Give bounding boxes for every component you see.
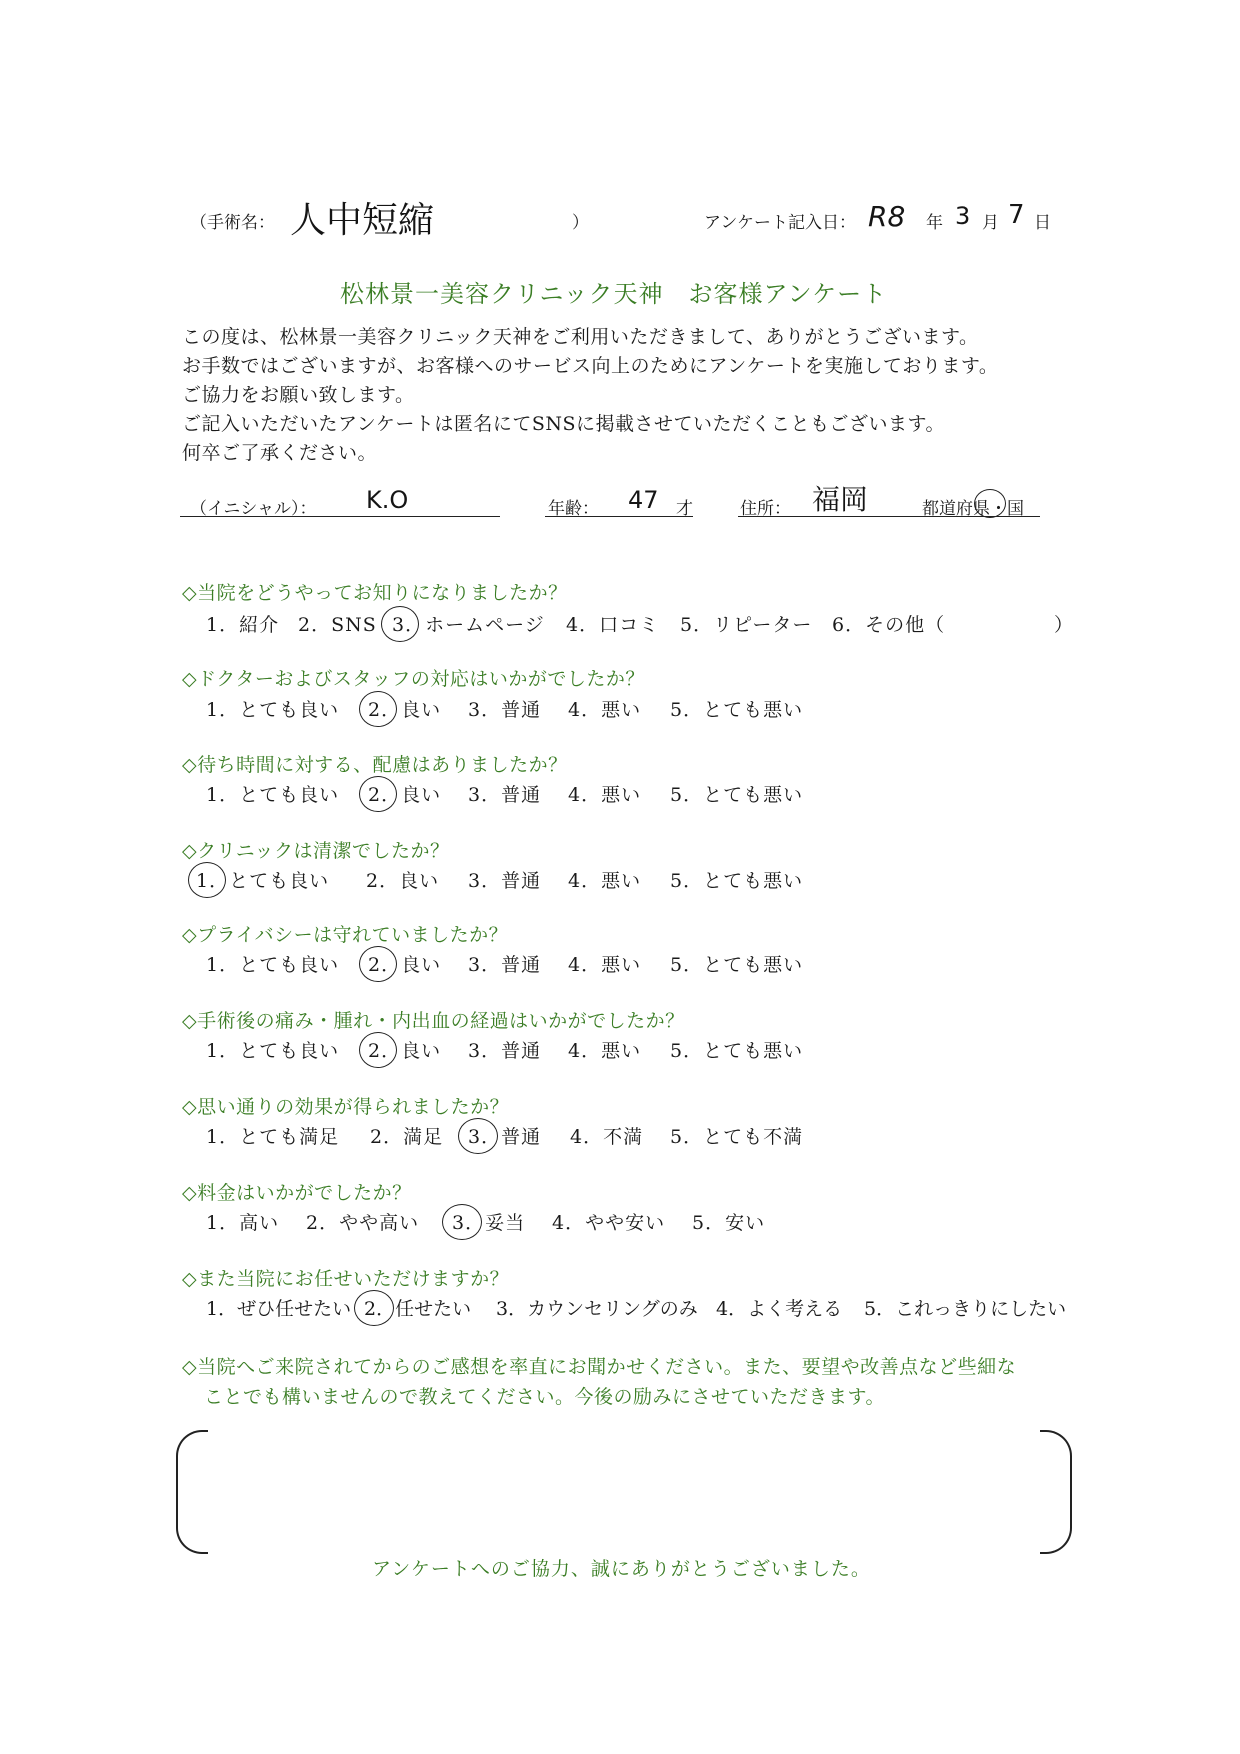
option-selected: 3．妥当 — [452, 1212, 526, 1234]
option: 4．やや安い — [552, 1212, 666, 1234]
option: 2．良い — [366, 870, 440, 892]
question-3: ◇待ち時間に対する、配慮はありましたか？ — [182, 754, 568, 776]
option: 4．悪い — [568, 699, 642, 721]
option: 1．とても良い — [206, 784, 340, 806]
option: 5．これっきりにしたい — [864, 1298, 1067, 1320]
option: ） — [1054, 614, 1075, 636]
answer-circle — [188, 862, 226, 898]
comment-prompt-line-2: ことでも構いませんので教えてください。今後の励みにさせていただきます。 — [204, 1386, 885, 1408]
option: 3．普通 — [468, 699, 542, 721]
address-label: 住所： — [740, 499, 791, 519]
option: 5．リピーター — [680, 614, 813, 636]
age-underline — [545, 516, 693, 517]
date-day: 7 — [1008, 200, 1025, 230]
procedure-close: ） — [572, 213, 589, 233]
option: 2．やや高い — [306, 1212, 420, 1234]
question-8: ◇料金はいかがでしたか？ — [182, 1182, 412, 1204]
option: 5．とても悪い — [670, 954, 804, 976]
address-suffix: 都道府県・国 — [922, 499, 1024, 519]
age-value: 47 — [628, 486, 659, 514]
option: 4．不満 — [570, 1126, 644, 1148]
comment-prompt-line-1: ◇当院へご来院されてからのご感想を率直にお聞かせください。また、要望や改善点など些細な — [182, 1356, 1017, 1378]
answer-circle — [381, 606, 419, 642]
option: 5．とても悪い — [670, 784, 804, 806]
option: 3．普通 — [468, 784, 542, 806]
option: 5．安い — [692, 1212, 766, 1234]
option: 4．悪い — [568, 870, 642, 892]
option: 1．ぜひ任せたい — [206, 1298, 352, 1320]
option: 1．とても良い — [206, 1040, 340, 1062]
option-selected: 2．任せたい — [364, 1298, 472, 1320]
comment-bracket-right — [1040, 1430, 1072, 1554]
initial-underline — [180, 516, 500, 517]
initial-label: （イニシャル）： — [190, 499, 317, 519]
age-unit: 才 — [676, 499, 693, 519]
option: 1．とても満足 — [206, 1126, 340, 1148]
answer-circle — [458, 1118, 498, 1154]
answer-circle — [354, 1290, 394, 1326]
date-label: アンケート記入日： — [704, 213, 856, 233]
option: 3．普通 — [468, 870, 542, 892]
question-5: ◇プライバシーは守れていましたか？ — [182, 924, 509, 946]
date-year-unit: 年 — [926, 213, 943, 233]
option-selected: 1．とても良い — [196, 870, 330, 892]
question-1: ◇当院をどうやってお知りになりましたか？ — [182, 582, 568, 604]
option: 1．紹介 — [206, 614, 280, 636]
option: 4．悪い — [568, 784, 642, 806]
option: 4．よく考える — [716, 1298, 843, 1320]
address-value: 福岡 — [812, 483, 869, 516]
question-9: ◇また当院にお任せいただけますか？ — [182, 1268, 510, 1290]
option-selected: 2．良い — [368, 954, 442, 976]
option: 5．とても悪い — [670, 870, 804, 892]
option: 2．SNS — [298, 614, 377, 636]
answer-circle — [359, 776, 397, 812]
option: 5．とても悪い — [670, 699, 804, 721]
comment-bracket-left — [176, 1430, 208, 1554]
age-label: 年齢： — [548, 499, 599, 519]
initial-value: K.O — [366, 486, 409, 514]
answer-circle — [359, 1032, 397, 1068]
prefecture-circle — [974, 489, 1006, 518]
answer-circle — [442, 1204, 482, 1240]
answer-circle — [359, 946, 397, 982]
question-4: ◇クリニックは清潔でしたか？ — [182, 840, 450, 862]
option: 2．満足 — [370, 1126, 444, 1148]
option: 3．普通 — [468, 1040, 542, 1062]
procedure-label: （手術名： — [190, 213, 275, 233]
option: 4．口コミ — [566, 614, 660, 636]
option-selected: 2．良い — [368, 699, 442, 721]
option: 4．悪い — [568, 954, 642, 976]
date-era: R8 — [868, 200, 906, 233]
option: 5．とても悪い — [670, 1040, 804, 1062]
question-7: ◇思い通りの効果が得られましたか？ — [182, 1096, 510, 1118]
thank-you-message: アンケートへのご協力、誠にありがとうございました。 — [372, 1558, 871, 1580]
page-title: 松林景一美容クリニック天神 お客様アンケート — [340, 280, 888, 308]
option: 1．とても良い — [206, 699, 340, 721]
option-selected: 3．普通 — [468, 1126, 542, 1148]
intro-line: お手数ではございますが、お客様へのサービス向上のためにアンケートを実施しております。 — [182, 355, 999, 377]
answer-circle — [359, 691, 397, 727]
option: 6．その他（ — [832, 614, 946, 636]
question-2: ◇ドクターおよびスタッフの対応はいかがでしたか？ — [182, 668, 645, 690]
option-selected: 3．ホームページ — [392, 614, 545, 636]
question-6: ◇手術後の痛み・腫れ・内出血の経過はいかがでしたか？ — [182, 1010, 685, 1032]
intro-line: この度は、松林景一美容クリニック天神をご利用いただきまして、ありがとうございます。 — [182, 326, 979, 348]
intro-line: ご協力をお願い致します。 — [182, 384, 415, 406]
option: 1．とても良い — [206, 954, 340, 976]
option: 4．悪い — [568, 1040, 642, 1062]
date-month: 3 — [955, 202, 971, 230]
option: 5．とても不満 — [670, 1126, 804, 1148]
option: 1．高い — [206, 1212, 280, 1234]
date-day-unit: 日 — [1034, 213, 1051, 233]
option-selected: 2．良い — [368, 784, 442, 806]
procedure-value: 人中短縮 — [290, 200, 435, 241]
intro-line: ご記入いただいたアンケートは匿名にてSNSに掲載させていただくこともございます。 — [182, 413, 945, 435]
option-selected: 2．良い — [368, 1040, 442, 1062]
intro-line: 何卒ご了承ください。 — [182, 442, 378, 464]
option: 3．カウンセリングのみ — [496, 1298, 698, 1320]
date-month-unit: 月 — [982, 213, 999, 233]
option: 3．普通 — [468, 954, 542, 976]
